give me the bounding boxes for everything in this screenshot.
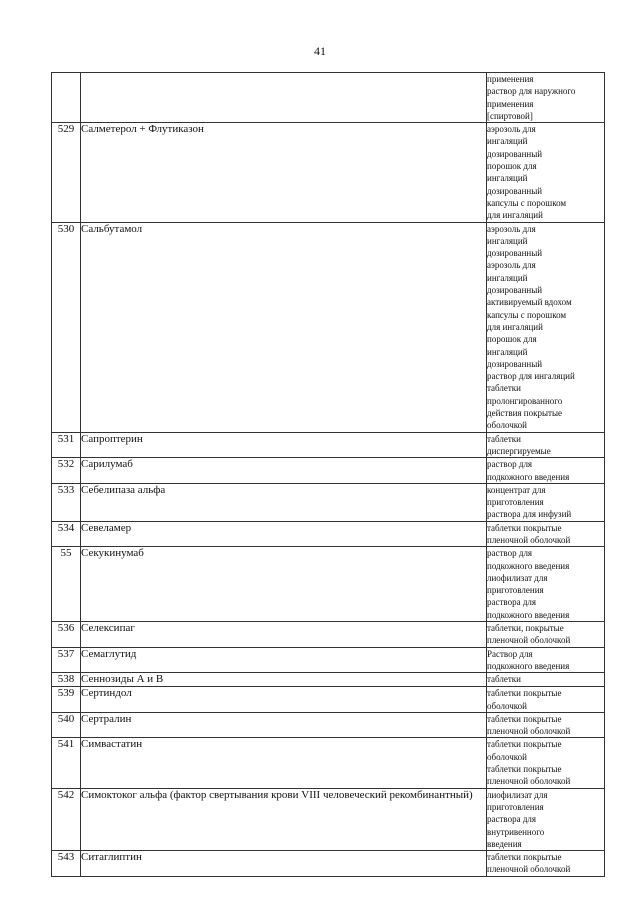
table-row <box>52 521 605 547</box>
table-row <box>52 712 605 738</box>
table-row <box>52 483 605 521</box>
dosage-form-line: порошок для <box>487 334 537 345</box>
dosage-form-line: [спиртовой] <box>487 110 533 121</box>
table-row <box>52 73 605 123</box>
row-number-cell: 538 <box>52 673 81 687</box>
drug-name-cell: Себелипаза альфа <box>81 483 487 521</box>
dosage-form-line: дозированный <box>487 248 543 259</box>
drug-table-body <box>52 73 605 877</box>
dosage-form-line: подкожного введения <box>487 471 570 482</box>
drug-name-cell: Сапроптерин <box>81 432 487 458</box>
dosage-form-cell <box>487 432 605 458</box>
dosage-form-cell <box>487 123 605 222</box>
drug-name-cell: Ситаглиптин <box>81 851 487 877</box>
dosage-form-line: дозированный <box>487 185 543 196</box>
dosage-form-line: внутривенного <box>487 826 545 837</box>
drug-name-cell <box>81 73 487 123</box>
dosage-form-cell <box>487 851 605 877</box>
table-row <box>52 788 605 850</box>
dosage-form-cell <box>487 712 605 738</box>
dosage-form-line: таблетки <box>487 433 522 444</box>
dosage-form-line: приготовления <box>487 585 544 596</box>
table-row <box>52 622 605 648</box>
dosage-form-line: таблетки покрытые <box>487 713 562 724</box>
table-row <box>52 222 605 432</box>
drug-name-cell: Сертралин <box>81 712 487 738</box>
drug-name-cell: Симоктоког альфа (фактор свертывания крови VIII человеческий рекомбинантный) <box>81 788 487 850</box>
dosage-form-cell <box>487 673 605 687</box>
row-number-cell: 55 <box>52 547 81 622</box>
dosage-form-cell <box>487 73 605 123</box>
dosage-form-cell <box>487 622 605 648</box>
dosage-form-line: раствора для <box>487 814 537 825</box>
dosage-form-line: таблетки покрытые <box>487 688 562 699</box>
drug-table <box>51 72 605 877</box>
dosage-form-line: раствор для <box>487 459 533 470</box>
dosage-form-line: ингаляций <box>487 235 528 246</box>
dosage-form-line: оболочкой <box>487 751 527 762</box>
dosage-form-line: капсулы с порошком <box>487 309 567 320</box>
drug-name-cell: Сеннозиды А и В <box>81 673 487 687</box>
table-row <box>52 458 605 484</box>
dosage-form-line: раствора для <box>487 597 537 608</box>
dosage-form-line: пленочной оболочкой <box>487 776 571 787</box>
dosage-form-line: таблетки <box>487 674 522 685</box>
row-number-cell: 543 <box>52 851 81 877</box>
drug-name-cell: Сертиндол <box>81 687 487 713</box>
dosage-form-line: концентрат для <box>487 484 546 495</box>
dosage-form-cell <box>487 483 605 521</box>
dosage-form-line: подкожного введения <box>487 609 570 620</box>
dosage-form-line: ингаляций <box>487 173 528 184</box>
dosage-form-cell <box>487 521 605 547</box>
dosage-form-line: применения <box>487 74 534 84</box>
dosage-form-line: активируемый вдохом <box>487 297 572 308</box>
drug-name-cell: Салметерол + Флутиказон <box>81 123 487 222</box>
dosage-form-cell <box>487 458 605 484</box>
dosage-form-line: пленочной оболочкой <box>487 635 571 646</box>
dosage-form-line: лиофилизат для <box>487 572 548 583</box>
table-row <box>52 738 605 788</box>
dosage-form-line: аэрозоль для <box>487 223 536 234</box>
dosage-form-cell <box>487 788 605 850</box>
dosage-form-cell <box>487 687 605 713</box>
row-number-cell <box>52 73 81 123</box>
row-number-cell: 536 <box>52 622 81 648</box>
dosage-form-line: ингаляций <box>487 136 528 147</box>
drug-name-cell: Сарилумаб <box>81 458 487 484</box>
dosage-form-line: дозированный <box>487 358 543 369</box>
dosage-form-line: пленочной оболочкой <box>487 534 571 545</box>
drug-name-cell: Симвастатин <box>81 738 487 788</box>
dosage-form-line: раствор для ингаляций <box>487 371 575 382</box>
dosage-form-cell <box>487 222 605 432</box>
dosage-form-line: лиофилизат для <box>487 789 548 800</box>
table-row <box>52 123 605 222</box>
dosage-form-line: пролонгированного <box>487 395 563 406</box>
dosage-form-line: введения <box>487 838 522 849</box>
row-number-cell: 541 <box>52 738 81 788</box>
dosage-form-line: ингаляций <box>487 346 528 357</box>
table-row <box>52 673 605 687</box>
dosage-form-line: таблетки покрытые <box>487 522 562 533</box>
row-number-cell: 539 <box>52 687 81 713</box>
dosage-form-line: подкожного введения <box>487 660 570 671</box>
dosage-form-line: таблетки покрытые <box>487 764 562 775</box>
dosage-form-line: диспергируемые <box>487 445 551 456</box>
dosage-form-cell <box>487 738 605 788</box>
table-row <box>52 851 605 877</box>
dosage-form-line: раствора для инфузий <box>487 509 572 520</box>
dosage-form-line: пленочной оболочкой <box>487 726 571 737</box>
page-number: 41 <box>314 44 326 58</box>
row-number-cell: 537 <box>52 647 81 673</box>
table-row <box>52 432 605 458</box>
row-number-cell: 530 <box>52 222 81 432</box>
drug-name-cell: Секукинумаб <box>81 547 487 622</box>
dosage-form-line: аэрозоль для <box>487 124 536 135</box>
table-row <box>52 547 605 622</box>
dosage-form-line: оболочкой <box>487 700 527 711</box>
table-row <box>52 687 605 713</box>
dosage-form-line: приготовления <box>487 497 544 508</box>
row-number-cell: 529 <box>52 123 81 222</box>
row-number-cell: 533 <box>52 483 81 521</box>
dosage-form-line: дозированный <box>487 148 543 159</box>
row-number-cell: 534 <box>52 521 81 547</box>
dosage-form-line: ингаляций <box>487 272 528 283</box>
drug-name-cell: Семаглутид <box>81 647 487 673</box>
dosage-form-line: оболочкой <box>487 420 527 431</box>
drug-name-cell: Сальбутамол <box>81 222 487 432</box>
dosage-form-line: для ингаляций <box>487 321 543 332</box>
drug-name-cell: Селексипаг <box>81 622 487 648</box>
dosage-form-line: Раствор для <box>487 648 533 659</box>
dosage-form-line: порошок для <box>487 161 537 172</box>
table-row <box>52 647 605 673</box>
dosage-form-line: пленочной оболочкой <box>487 864 571 875</box>
dosage-form-line: действия покрытые <box>487 408 562 419</box>
dosage-form-line: таблетки покрытые <box>487 852 562 863</box>
dosage-form-cell <box>487 647 605 673</box>
dosage-form-line: приготовления <box>487 801 544 812</box>
drug-name-cell: Севеламер <box>81 521 487 547</box>
dosage-form-line: для ингаляций <box>487 210 543 221</box>
row-number-cell: 531 <box>52 432 81 458</box>
dosage-form-line: раствор для <box>487 548 533 559</box>
dosage-form-cell <box>487 547 605 622</box>
row-number-cell: 542 <box>52 788 81 850</box>
dosage-form-line: применения <box>487 98 534 109</box>
dosage-form-line: таблетки <box>487 383 522 394</box>
dosage-form-line: подкожного введения <box>487 560 570 571</box>
row-number-cell: 540 <box>52 712 81 738</box>
dosage-form-line: дозированный <box>487 285 543 296</box>
dosage-form-line: таблетки, покрытые <box>487 623 564 634</box>
row-number-cell: 532 <box>52 458 81 484</box>
dosage-form-line: капсулы с порошком <box>487 197 567 208</box>
dosage-form-line: таблетки покрытые <box>487 739 562 750</box>
dosage-form-line: раствор для наружного <box>487 86 576 97</box>
dosage-form-line: аэрозоль для <box>487 260 536 271</box>
